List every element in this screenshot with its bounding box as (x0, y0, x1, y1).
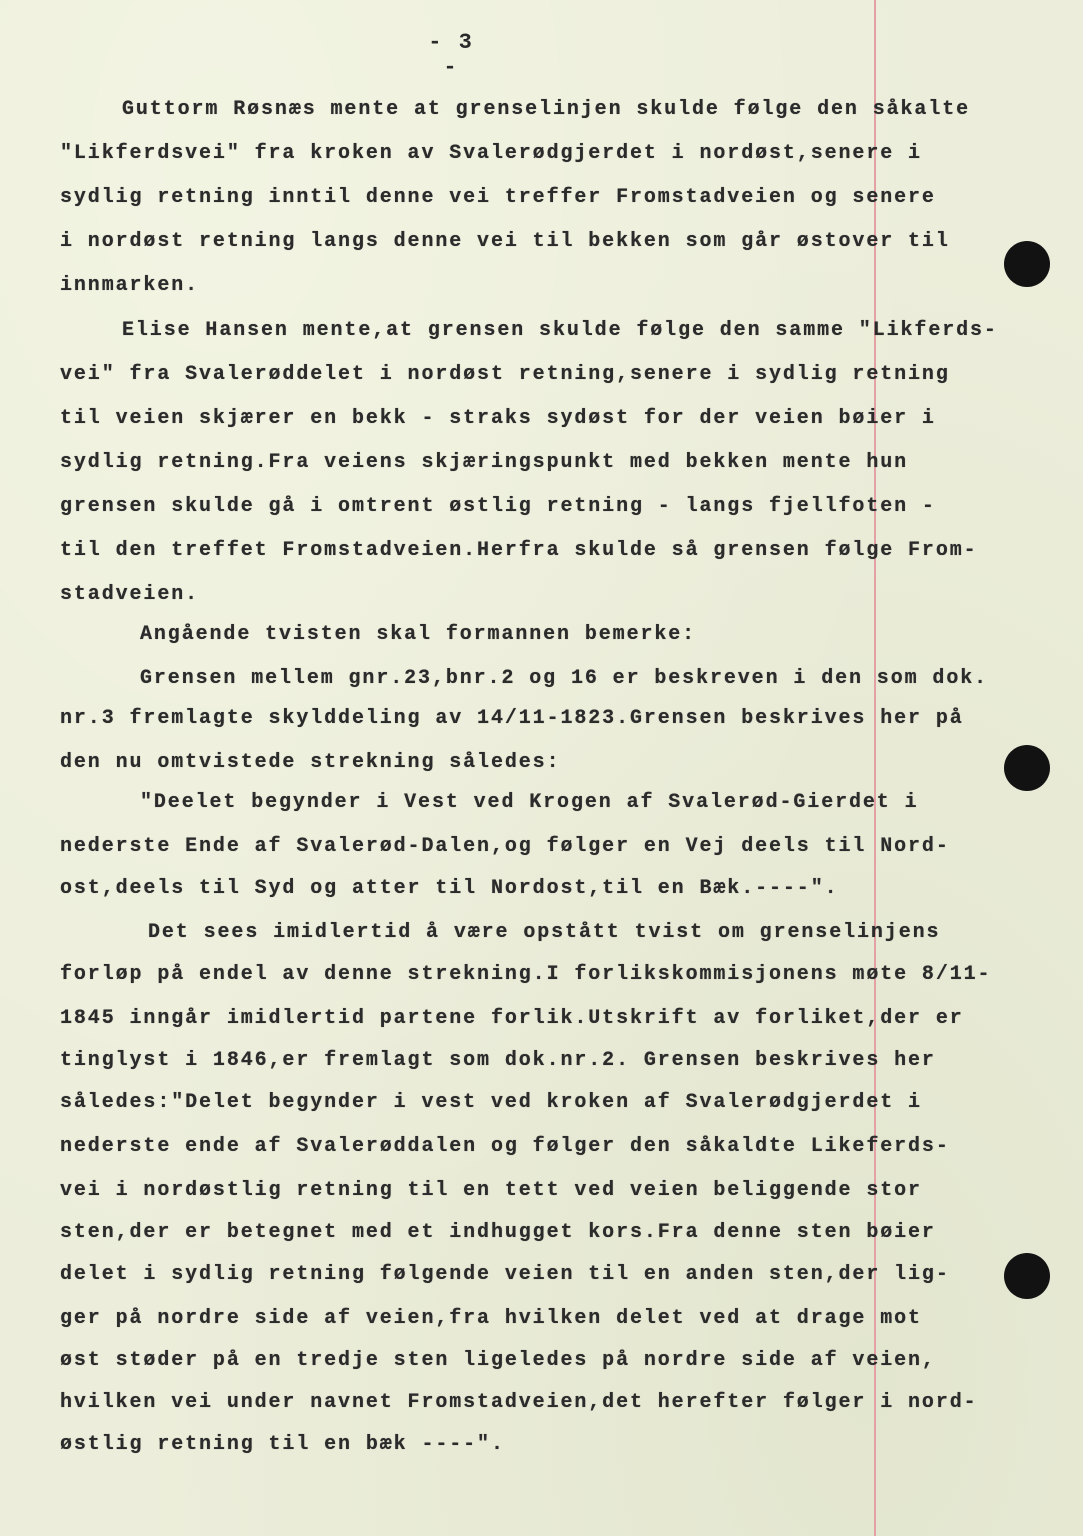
text-line: 1845 inngår imidlertid partene forlik.Utskrift av forliket,der er (60, 1007, 964, 1030)
text-line: stadveien. (60, 583, 200, 606)
punch-hole-icon (1004, 745, 1050, 791)
text-line: tinglyst i 1846,er fremlagt som dok.nr.2. Grensen beskrives her (60, 1049, 936, 1072)
text-line: sydlig retning.Fra veiens skjæringspunkt med bekken mente hun (60, 451, 909, 474)
text-line: "Likferdsvei" fra kroken av Svalerødgjerdet i nordøst,senere i (60, 142, 922, 165)
text-line: til veien skjærer en bekk - straks sydøst for der veien bøier i (60, 407, 936, 430)
text-line: nederste ende af Svalerøddalen og følger den såkaldte Likeferds- (60, 1135, 950, 1158)
text-line: sydlig retning inntil denne vei treffer Fromstadveien og senere (60, 186, 936, 209)
text-line: grensen skulde gå i omtrent østlig retning - langs fjellfoten - (60, 495, 936, 518)
punch-hole-icon (1004, 241, 1050, 287)
text-line: til den treffet Fromstadveien.Herfra skulde så grensen følge From- (60, 539, 978, 562)
text-line: således:"Delet begynder i vest ved kroken af Svalerødgjerdet i (60, 1091, 922, 1114)
text-line: ost,deels til Syd og atter til Nordost,til en Bæk.----". (60, 877, 839, 900)
text-line: innmarken. (60, 274, 200, 297)
text-line: sten,der er betegnet med et indhugget kors.Fra denne sten bøier (60, 1221, 936, 1244)
text-line: hvilken vei under navnet Fromstadveien,det herefter følger i nord- (60, 1391, 978, 1414)
text-line: Grensen mellem gnr.23,bnr.2 og 16 er beskreven i den som dok. (140, 667, 989, 690)
text-line: østlig retning til en bæk ----". (60, 1433, 505, 1456)
text-line: Angående tvisten skal formannen bemerke: (140, 623, 697, 646)
text-line: ger på nordre side af veien,fra hvilken delet ved at drage mot (60, 1307, 922, 1330)
text-line: Guttorm Røsnæs mente at grenselinjen skulde følge den såkalte (122, 98, 971, 121)
text-line: i nordøst retning langs denne vei til bekken som går østover til (60, 230, 950, 253)
text-line: delet i sydlig retning følgende veien til en anden sten,der lig- (60, 1263, 950, 1286)
text-line: den nu omtvistede strekning således: (60, 751, 561, 774)
text-line: vei" fra Svalerøddelet i nordøst retning,senere i sydlig retning (60, 363, 950, 386)
text-line: vei i nordøstlig retning til en tett ved veien beliggende stor (60, 1179, 922, 1202)
text-line: nederste Ende af Svalerød-Dalen,og følger en Vej deels til Nord- (60, 835, 950, 858)
text-line: forløp på endel av denne strekning.I forlikskommisjonens møte 8/11- (60, 963, 992, 986)
text-line: Elise Hansen mente,at grensen skulde følge den samme "Likferds- (122, 319, 998, 342)
text-line: "Deelet begynder i Vest ved Krogen af Svalerød-Gierdet i (140, 791, 919, 814)
page-number: - 3 - (428, 30, 474, 80)
text-line: nr.3 fremlagte skylddeling av 14/11-1823.Grensen beskrives her på (60, 707, 964, 730)
text-line: Det sees imidlertid å være opstått tvist om grenselinjens (148, 921, 941, 944)
text-line: øst støder på en tredje sten ligeledes på nordre side af veien, (60, 1349, 936, 1372)
punch-hole-icon (1004, 1253, 1050, 1299)
